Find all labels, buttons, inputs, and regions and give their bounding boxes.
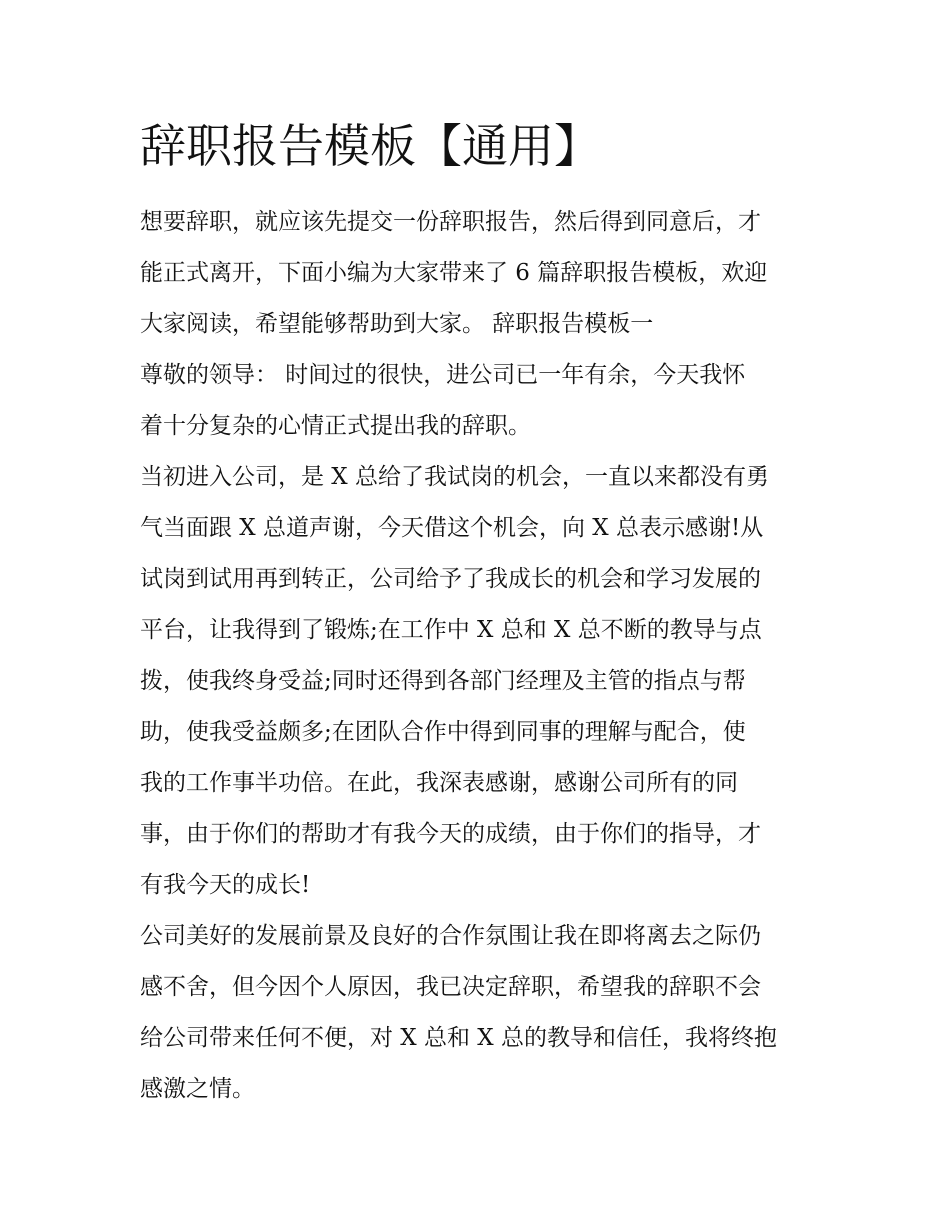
body-line: 平台，让我得到了锻炼;在工作中 X 总和 X 总不断的教导与点: [140, 617, 762, 643]
body-line: 感不舍，但今因个人原因，我已决定辞职，希望我的辞职不会: [140, 974, 761, 1000]
body-line: 能正式离开，下面小编为大家带来了 6 篇辞职报告模板，欢迎: [140, 260, 768, 286]
body-line: 当初进入公司，是 X 总给了我试岗的机会，一直以来都没有勇: [140, 464, 769, 490]
document-title: 辞职报告模板【通用】: [140, 119, 600, 173]
body-line: 气当面跟 X 总道声谢，今天借这个机会，向 X 总表示感谢!从: [140, 515, 764, 541]
body-line: 公司美好的发展前景及良好的合作氛围让我在即将离去之际仍: [140, 923, 761, 949]
body-line: 有我今天的成长!: [140, 872, 311, 898]
body-line: 事，由于你们的帮助才有我今天的成绩，由于你们的指导，才: [140, 821, 761, 847]
body-line: 试岗到试用再到转正，公司给予了我成长的机会和学习发展的: [140, 566, 761, 592]
body-line: 拨，使我终身受益;同时还得到各部门经理及主管的指点与帮: [140, 668, 746, 694]
body-line: 给公司带来任何不便，对 X 总和 X 总的教导和信任，我将终抱: [140, 1025, 777, 1051]
body-line: 大家阅读，希望能够帮助到大家。 辞职报告模板一: [140, 311, 654, 337]
body-line: 尊敬的领导： 时间过的很快，进公司已一年有余，今天我怀: [140, 362, 746, 388]
body-line: 想要辞职，就应该先提交一份辞职报告，然后得到同意后，才: [140, 209, 761, 235]
body-line: 感激之情。: [140, 1076, 255, 1102]
document-body: [140, 197, 820, 1115]
body-line: 我的工作事半功倍。在此，我深表感谢，感谢公司所有的同: [140, 770, 738, 796]
body-line: 着十分复杂的心情正式提出我的辞职。: [140, 413, 531, 439]
body-line: 助，使我受益颇多;在团队合作中得到同事的理解与配合，使: [140, 719, 746, 745]
